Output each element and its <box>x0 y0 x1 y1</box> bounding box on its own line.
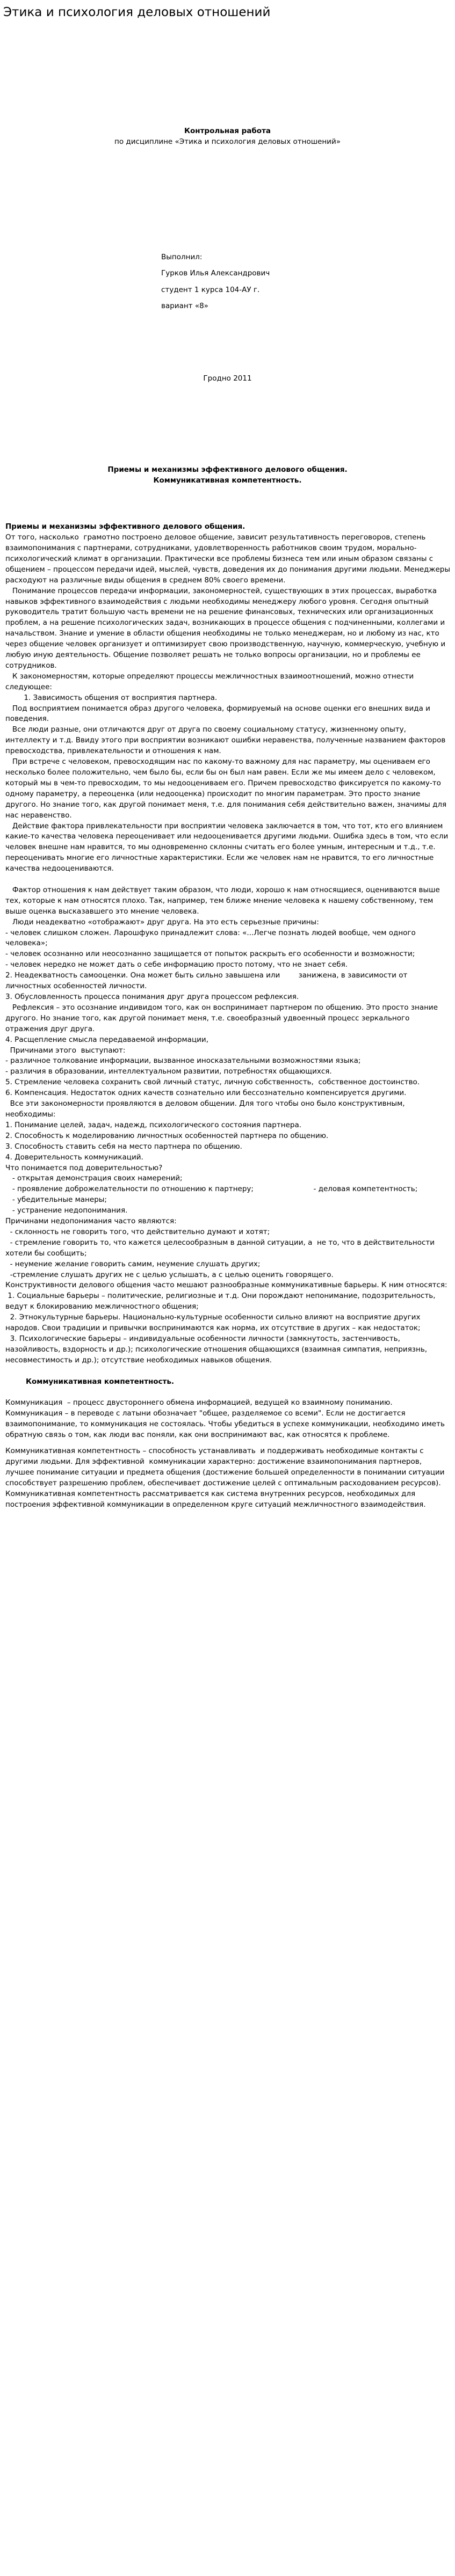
document-title: Этика и психология деловых отношений <box>3 5 271 19</box>
paragraph: Понимание процессов передачи информации, закономерностей, существующих в этих процессах, выработка навыков эффективного взаимодействия с людьми необходимы менеджеру любого уровня. Сегодня опытный руководитель тратит большую часть времени не на решение финансовых, технических или организационных проблем, а на решение психологических задач, возникающих в процессе общения с подчиненными, коллегами и начальством. Знание и умение в области общения необходимы не только менеджерам, но и любому из нас, кто через общение человек организует и оптимизирует свою производственную, научную, коммерческую, учебную и любую иную деятельность. Общение позволяет решать не только вопросы организации, но и проблемы ее сотрудников. <box>5 586 448 670</box>
section-2-title: Коммуникативная компетентность. <box>26 1377 175 1386</box>
paragraph: Рефлексия – это осознание индивидом того, как он воспринимает партнером по общению. Это просто знание другого. Но знание того, как другой понимает меня, т.е. своеобразный удвоенный процесс зеркального отражения друг друга. <box>5 1003 440 1033</box>
paragraph: Фактор отношения к нам действует таким образом, что люди, хорошо к нам относящиеся, оцениваются выше тех, которые к нам относятся плохо. Так, например, тем ближе мнение человека к нашему собственному, тем выше оценка высказавшего это мнение человека. <box>5 885 443 916</box>
paragraph: 1. Социальные барьеры – политические, религиозные и т.д. Они порождают непонимание, подозрительность, ведут к блокированию межличностного общения; <box>5 1291 438 1311</box>
paragraph: 5. Стремление человека сохранить свой личный статус, личную собственность, собственное достоинство. <box>5 1078 420 1087</box>
paragraph: -стремление слушать других не с целью услышать, а с целью оценить говорящего. <box>5 1270 334 1279</box>
paragraph: - неумение желание говорить самим, неумение слушать других; <box>5 1259 261 1268</box>
paragraph: Действие фактора привлекательности при восприятии человека заключается в том, что тот, кто его влиянием какие-то качества человека переоценивает или недооценивается другими людьми. Ошибка здесь в том, что если человек внешне нам нравится, то мы одновременно склонны считать его более умным, интересным и т.д., т.е. переоценивать многие его личностные характеристики. Если же человек нам не нравится, то его личностные качества недооцениваются. <box>5 821 451 873</box>
city-year: Гродно 2011 <box>203 374 252 383</box>
paragraph: Люди неадекватно «отображают» друг друга. На это есть серьезные причины: <box>5 917 319 926</box>
paragraph: Под восприятием понимается образ другого человека, формируемый на основе оценки его внешних вида и поведения. <box>5 704 433 724</box>
author-block <box>0 252 455 312</box>
paragraph: 3. Способность ставить себя на место партнера по общению. <box>5 1142 242 1151</box>
paragraph: 2. Способность к моделированию личностных особенностей партнера по общению. <box>5 1131 329 1140</box>
paragraph: - проявление доброжелательности по отношению к партнеру; - деловая компетентность; <box>5 1185 418 1194</box>
paragraph: - различия в образовании, интеллектуальном развитии, потребностях общающихся. <box>5 1067 332 1076</box>
paragraph: Причинами недопонимания часто являются: <box>5 1217 177 1226</box>
paragraph: Коммуникация – процесс двустороннего обмена информацией, ведущей ко взаимному пониманию. Коммуникация – в переводе с латыни обозначает "общее, разделяемое со всеми". Если не достигается взаимопонимание, то коммуникация не состоялась. Чтобы убедиться в успехе коммуникации, необходимо иметь обратную связь о том, как люди вас поняли, как они воспринимают вас, как относятся к проблеме. <box>5 1398 447 1440</box>
paragraph: - убедительные манеры; <box>5 1195 107 1205</box>
section-2-body <box>0 1398 455 1510</box>
paragraph: Все эти закономерности проявляются в деловом общении. Для того чтобы оно было конструктивным, необходимы: <box>5 1099 407 1119</box>
author-line: студент 1 курса 104-АУ г. <box>161 285 260 294</box>
paragraph: К закономерностям, которые определяют процессы межличностных взаимоотношений, можно отнести следующее: <box>5 672 416 691</box>
paragraph <box>5 874 451 885</box>
author-line: вариант «8» <box>161 302 208 311</box>
author-line: Выполнил: <box>161 252 203 261</box>
topic-line-2: Коммуникативная компетентность. <box>153 476 302 485</box>
paragraph: При встрече с человеком, превосходящим нас по какому-то важному для нас параметру, мы оцениваем его несколько более положительно, чем было бы, если бы он был нам равен. Если же мы имеем дело с человеком, который мы в чем-то превосходим, то мы недооцениваем его. Причем превосходство фиксируется по какому-то одному параметру, а переоценка (или недооценка) происходит по многим параметрам. Это просто знание другого. Но знание того, как другой понимает меня, т.е. для понимания себя действительно важен, значимы для нас неравенство. <box>5 757 449 820</box>
section-1-body <box>0 532 455 1366</box>
paragraph: От того, насколько грамотно построено деловое общение, зависит результативность переговоров, степень взаимопонимания с партнерами, сотрудниками, удовлетворенность работников своим трудом, морально-психологический климат в организации. Практически все проблемы бизнеса тем или иным образом связаны с общением – процессом передачи идей, мыслей, чувств, доведения их до понимания другими людьми. Менеджеры расходуют на различные виды общения в среднем 80% своего времени. <box>5 533 453 585</box>
paragraph: 1. Зависимость общения от восприятия партнера. <box>5 693 218 702</box>
author-line: Гурков Илья Александрович <box>161 269 270 278</box>
paragraph: Конструктивности делового общения часто мешают разнообразные коммуникативные барьеры. К ним относятся: <box>5 1281 447 1290</box>
paragraph: 4. Доверительность коммуникаций. <box>5 1152 143 1162</box>
paragraph: 4. Расщепление смысла передаваемой информации, <box>5 1035 208 1044</box>
paragraph: 6. Компенсация. Недостаток одних качеств сознательно или бессознательно компенсируется другими. <box>5 1089 407 1098</box>
paragraph: 3. Психологические барьеры – индивидуальные особенности личности (замкнутость, застенчивость, назойливость, вздорность и др.); психологические отношения общающихся (взаимная симпатия, неприязнь, несовместимость и др.); отсутствие необходимых навыков общения. <box>5 1334 430 1364</box>
paragraph: - различное толкование информации, вызванное иносказательными возможностями языка; <box>5 1056 361 1066</box>
paragraph: Коммуникативная компетентность – способность устанавливать и поддерживать необходимые контакты с другими людьми. Для эффективной коммуникации характерно: достижение взаимопонимания партнеров, лучшее понимание ситуации и предмета общения (достижение большей определенности в понимании ситуации способствует разрешению проблем, обеспечивает достижение целей с оптимальным расходованием ресурсов). Коммуникативная компетентность рассматривается как система внутренних ресурсов, необходимых для построения эффективной коммуникации в определенном круге ситуаций межличностного взаимодействия. <box>5 1447 447 1509</box>
paragraph: - открытая демонстрация своих намерений; <box>5 1174 183 1183</box>
paragraph: - человек слишком сложен. Ларошфуко принадлежит слова: «...Легче познать людей вообще, чем одного человека»; <box>5 928 418 948</box>
paragraph: - человек нередко не может дать о себе информацию просто потому, что не знает себя. <box>5 960 348 969</box>
title-page-heading: Контрольная работа <box>184 127 271 135</box>
section-1-title: Приемы и механизмы эффективного делового общения. <box>5 522 245 531</box>
paragraph: 2. Неадекватность самооценки. Она может быть сильно завышена или занижена, в зависимости от личностных особенностей личности. <box>5 971 410 991</box>
paragraph: - человек осознанно или неосознанно защищается от попыток раскрыть его особенности и возможности; <box>5 950 415 959</box>
paragraph: 3. Обусловленность процесса понимания друг друга процессом рефлексия. <box>5 993 299 1002</box>
title-page-discipline: по дисциплине «Этика и психология деловых отношений» <box>114 137 341 146</box>
paragraph: 2. Этнокультурные барьеры. Национально-культурные особенности сильно влияют на восприятие других народов. Свои традиции и привычки воспринимаются как норма, их отсутствие в других – как недостаток; <box>5 1313 423 1333</box>
paragraph: Все люди разные, они отличаются друг от друга по своему социальному статусу, жизненному опыту, интеллекту и т.д. Ввиду этого при восприятии возникают ошибки неравенства, полученные названием факторов превосходства, привлекательности и отношения к нам. <box>5 725 448 756</box>
paragraph: 1. Понимание целей, задач, надежд, психологического состояния партнера. <box>5 1120 302 1129</box>
topic-line-1: Приемы и механизмы эффективного делового общения. <box>107 465 348 475</box>
paragraph: - устранение недопонимания. <box>5 1206 128 1215</box>
paragraph: - стремление говорить то, что кажется целесообразным в данной ситуации, а не то, что в действительности хотели бы сообщить; <box>5 1238 437 1258</box>
paragraph: Что понимается под доверительностью? <box>5 1163 163 1172</box>
paragraph: Причинами этого выступают: <box>5 1046 126 1055</box>
paragraph: - склонность не говорить того, что действительно думают и хотят; <box>5 1227 270 1236</box>
